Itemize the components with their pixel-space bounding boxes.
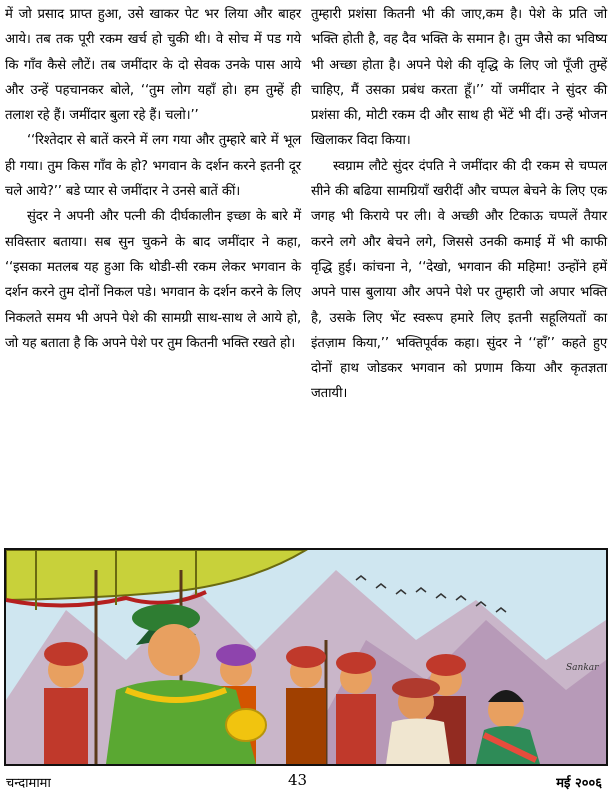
magazine-name: चन्दामामा	[6, 776, 51, 791]
story-illustration	[4, 548, 608, 766]
left-column	[5, 2, 301, 356]
issue-date: मई २००६	[556, 776, 602, 791]
right-column	[311, 2, 607, 407]
paragraph: तुम्हारी प्रशंसा कितनी भी की जाए,कम है। पेशे के प्रति जो भक्ति होती है, वह दैव भक्ति के समान है। तुम जैसे का भविष्य भी अच्छा होता है। अपने पेशे की वृद्धि के लिए जो पूँजी तुम्हें चाहिए, मैं उसका प्रबंध करता हूँ।’’ यों जमींदार ने सुंदर की प्रशंसा की, मोटी रकम दी और साथ ही भेंटें भी दीं। उन्हें भोजन खिलाकर विदा किया।	[311, 7, 607, 149]
page-number: 43	[288, 771, 308, 789]
artist-signature: Sankar	[566, 663, 599, 673]
illustration-artwork	[6, 550, 606, 764]
paragraph: में जो प्रसाद प्राप्त हुआ, उसे खाकर पेट भर लिया और बाहर आये। तब तक पूरी रकम खर्च हो चुकी थी। वे सोच में पड गये कि गाँव कैसे लौटें। तब जमींदार के दो सेवक उनके पास आये और उन्हें पहचानकर बोले, ‘‘तुम लोग यहाँ हो। हम तुम्हें ही तलाश रहे हैं। जमींदार बुला रहे हैं। चलो।’’	[5, 7, 301, 124]
paragraph: ‘‘रिश्तेदार से बातें करने में लग गया और तुम्हारे बारे में भूल ही गया। तुम किस गाँव के हो? भगवान के दर्शन करने इतनी दूर चले आये?’’ बडे प्यार से जमींदार ने उनसे बातें कीं।	[5, 133, 301, 200]
page-footer	[0, 770, 612, 792]
paragraph: सुंदर ने अपनी और पत्नी की दीर्घकालीन इच्छा के बारे में सविस्तार बताया। सब सुन चुकने के बाद जमींदार ने कहा, ‘‘इसका मतलब यह हुआ कि थोडी-सी रकम लेकर भगवान के दर्शन करने तुम दोनों निकल पडे। भगवान के दर्शन करने के लिए निकलते समय भी अपने पेशे की सामग्री साथ-साथ ले आये हो, जो यह बताता है कि अपने पेशे पर तुम कितनी भक्ति रखते हो।	[5, 209, 301, 351]
paragraph: स्वग्राम लौटे सुंदर दंपति ने जमींदार की दी रकम से चप्पल सीने की बढिया सामग्रियाँ खरीदीं और चप्पल बेचने के लिए एक जगह भी किराये पर ली। वे अच्छी और टिकाऊ चप्पलें तैयार करने लगे और बेचने लगे, जिससे उनकी कमाई में भी काफी वृद्धि हुई। कांचना ने, ‘‘देखो, भगवान की महिमा! उन्होंने हमें अपने पास बुलाया और अपने पेशे पर तुम्हारी जो अपार भक्ति है, उसके लिए भेंट स्वरूप हमारे लिए इतनी सहूलियतों का इंतज़ाम किया,’’ भक्तिपूर्वक कहा। सुंदर ने ‘‘हाँ’’ कहते हुए दोनों हाथ जोडकर भगवान को प्रणाम किया और कृतज्ञता जतायी।	[311, 158, 607, 402]
